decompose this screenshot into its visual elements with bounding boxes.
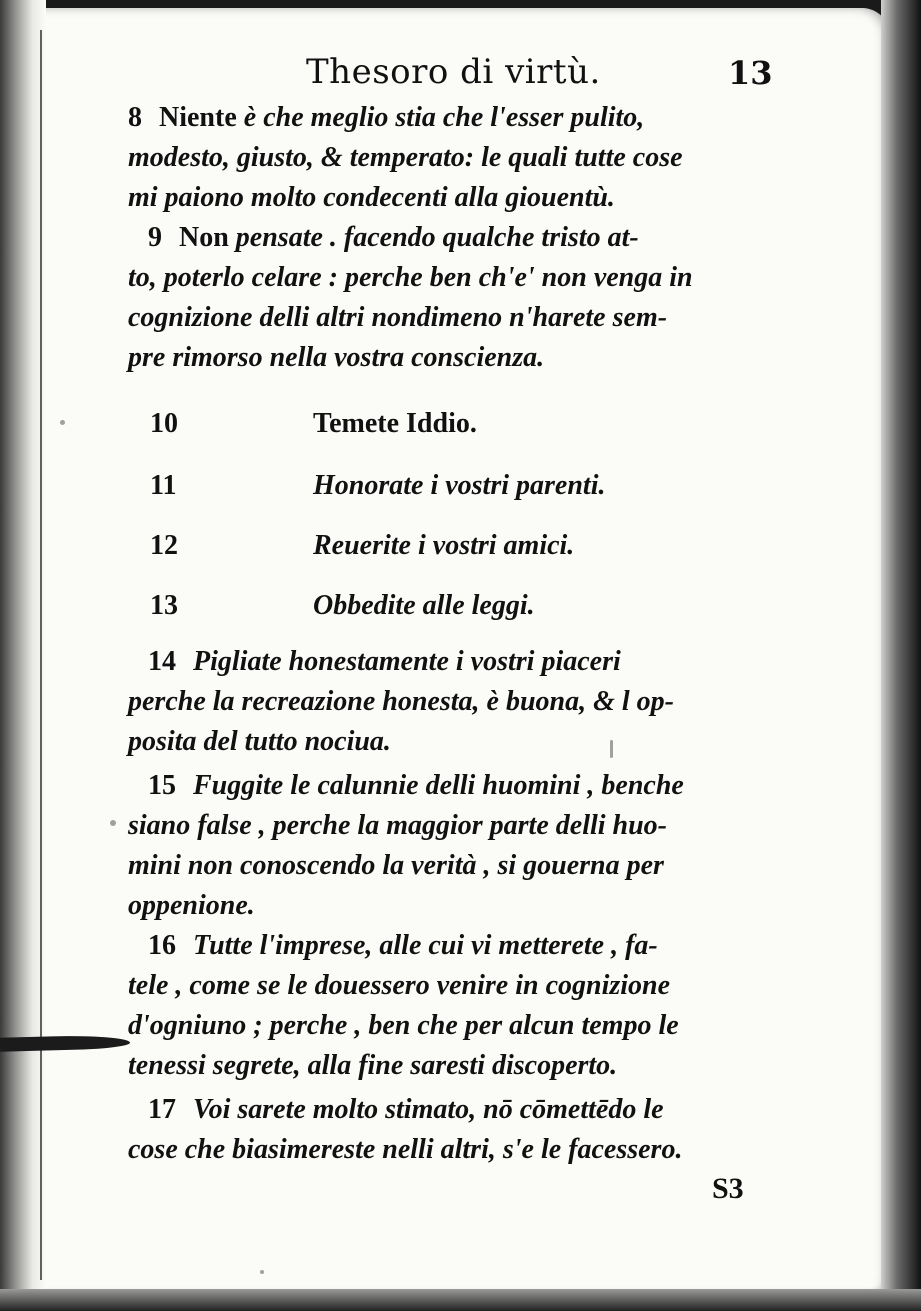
paragraph-text: Tutte l'imprese, alle cui vi metterete , fa- (193, 930, 658, 961)
paragraph-line: oppenione. (128, 890, 255, 921)
paragraph-line (128, 642, 778, 682)
paragraph-line: pre rimorso nella vostra conscienza. (128, 342, 545, 373)
maxim-number: 13 (150, 590, 178, 621)
paragraph-9 (128, 218, 778, 378)
page-number: 13 (728, 54, 773, 92)
paragraph-line: d'ogniuno ; perche , ben che per alcun tempo le (128, 1010, 679, 1041)
maxim-11 (0, 470, 900, 510)
paragraph-text: pensate . facendo qualche tristo at- (235, 222, 639, 253)
paragraph-line: cognizione delli altri nondimeno n'harete sem- (128, 302, 668, 333)
paragraph-lead-word: Niente (159, 102, 237, 133)
running-header (0, 52, 900, 96)
paragraph-17 (128, 1090, 778, 1170)
maxim-12 (0, 530, 900, 570)
spine-fold-line (40, 30, 42, 1280)
paragraph-line: tele , come se le douessero venire in cognizione (128, 970, 671, 1001)
paragraph-line: siano false , perche la maggior parte delli huo- (128, 810, 667, 841)
maxim-text: Temete Iddio. (313, 408, 477, 439)
paragraph-line (128, 926, 778, 966)
paper-speck (260, 1270, 264, 1274)
paragraph-number: 9 (148, 222, 162, 253)
paragraph-line: posita del tutto nociua. (128, 726, 391, 757)
paragraph-number: 14 (148, 646, 176, 677)
paragraph-text: Voi sarete molto stimato, nō cōmettēdo le (193, 1094, 664, 1125)
paragraph-8 (128, 98, 778, 218)
paragraph-line: perche la recreazione honesta, è buona, & l op- (128, 686, 674, 717)
maxim-number: 11 (150, 470, 177, 501)
paragraph-16 (128, 926, 778, 1086)
signature-mark: S3 (712, 1172, 744, 1205)
maxim-text: Honorate i vostri parenti. (313, 470, 606, 501)
paragraph-line (128, 98, 778, 138)
maxim-text: Reuerite i vostri amici. (313, 530, 575, 561)
maxim-text: Obbedite alle leggi. (313, 590, 535, 621)
paper-speck (110, 820, 116, 826)
paragraph-line: modesto, giusto, & temperato: le quali tutte cose (128, 142, 683, 173)
maxim-13 (0, 590, 900, 630)
paragraph-lead-word: Non (179, 222, 229, 253)
paragraph-number: 17 (148, 1094, 176, 1125)
paragraph-line (128, 1090, 778, 1130)
paper-speck (610, 740, 613, 758)
paragraph-line: mini non conoscendo la verità , si gouerna per (128, 850, 664, 881)
paragraph-number: 15 (148, 770, 176, 801)
paragraph-text: è che meglio stia che l'esser pulito, (243, 102, 645, 133)
maxim-10 (0, 408, 900, 448)
paragraph-number: 16 (148, 930, 176, 961)
maxim-number: 12 (150, 530, 178, 561)
paragraph-number: 8 (128, 102, 142, 133)
running-title: Thesoro di virtù. (306, 52, 601, 92)
paragraph-line: mi paiono molto condecenti alla giouentù. (128, 182, 615, 213)
paragraph-15 (128, 766, 778, 926)
paragraph-line: cose che biasimereste nelli altri, s'e le facessero. (128, 1134, 683, 1165)
paragraph-line: tenessi segrete, alla fine saresti discoperto. (128, 1050, 618, 1081)
paragraph-line (128, 218, 778, 258)
paper-speck (60, 420, 65, 425)
page-edge-right (881, 0, 921, 1311)
paragraph-line (128, 766, 778, 806)
paragraph-text: Fuggite le calunnie delli huomini , benche (193, 770, 684, 801)
maxim-number: 10 (150, 408, 178, 439)
paragraph-line: to, poterlo celare : perche ben ch'e' non venga in (128, 262, 693, 293)
paragraph-text: Pigliate honestamente i vostri piaceri (193, 646, 621, 677)
paragraph-14 (128, 642, 778, 762)
page-edge-bottom (0, 1289, 921, 1311)
